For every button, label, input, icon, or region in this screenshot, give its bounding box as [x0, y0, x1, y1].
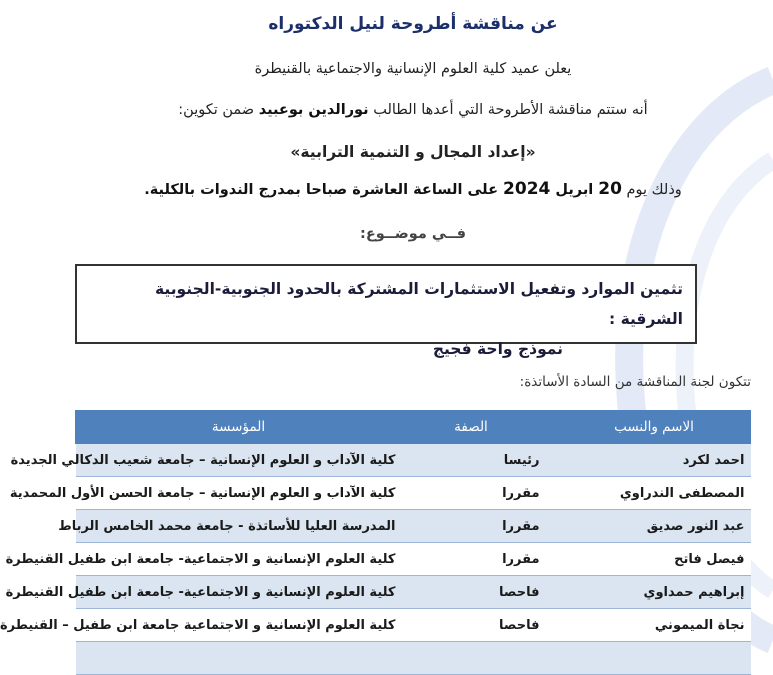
table-row [76, 543, 751, 576]
topic-line-2: نموذج واحة فجيج [432, 340, 563, 358]
table-row [76, 642, 751, 675]
table-row [76, 609, 751, 642]
date-day: 20 [598, 179, 622, 199]
committee-intro: تتكون لجنة المناقشة من السادة الأساتذة: [519, 374, 751, 390]
table-row [76, 444, 751, 477]
member-name: احمد لكرد [558, 444, 751, 477]
jury-table [0, 410, 751, 675]
member-name: إبراهيم حمداوي [558, 576, 751, 609]
member-role: فاحصا [402, 576, 558, 609]
date-month: ابريل [550, 182, 599, 198]
table-row [76, 477, 751, 510]
member-role: فاحصا [402, 609, 558, 642]
student-line-suffix: ضمن تكوين: [178, 102, 259, 118]
member-name [558, 642, 751, 675]
member-role: رئيسا [402, 444, 558, 477]
topic-label: فــي موضــوع: [360, 226, 466, 242]
program-name: «إعداد المجال و التنمية الترابية» [290, 143, 536, 161]
defense-date-line [75, 179, 751, 199]
header-role: الصفة [402, 411, 558, 444]
member-role [402, 642, 558, 675]
jury-table-header [76, 411, 751, 444]
header-institution: المؤسسة [76, 411, 402, 444]
member-institution: كلية العلوم الإنسانية و الاجتماعية- جامعة ابن طفيل القنيطرة [76, 543, 402, 576]
student-line [75, 102, 751, 118]
member-role: مقررا [402, 510, 558, 543]
date-suffix: على الساعة العاشرة صباحا بمدرج الندوات بالكلية. [144, 182, 504, 198]
header-name: الاسم والنسب [558, 411, 751, 444]
member-name: المصطفى الندراوي [558, 477, 751, 510]
topic-line-1: تثمين الموارد وتفعيل الاستثمارات المشتركة بالحدود الجنوبية-الجنوبية الشرقية : [155, 280, 683, 328]
member-role: مقررا [402, 477, 558, 510]
member-name: عبد النور صديق [558, 510, 751, 543]
thesis-topic-box [75, 264, 697, 358]
date-year: 2024 [503, 179, 551, 199]
date-prefix: وذلك يوم [621, 182, 682, 198]
member-institution [76, 642, 402, 675]
table-row [76, 510, 751, 543]
member-institution: كلية الآداب و العلوم الإنسانية – جامعة الحسن الأول المحمدية [76, 477, 402, 510]
member-institution: كلية العلوم الإنسانية و الاجتماعية جامعة ابن طفيل – القنيطرة [76, 609, 402, 642]
member-institution: كلية العلوم الإنسانية و الاجتماعية- جامعة ابن طفيل القنيطرة [76, 576, 402, 609]
member-name: فيصل فاتح [558, 543, 751, 576]
student-line-prefix: أنه ستتم مناقشة الأطروحة التي أعدها الطالب [368, 102, 648, 118]
table-row [76, 576, 751, 609]
member-role: مقررا [402, 543, 558, 576]
student-name: نورالدين بوعبيد [258, 102, 369, 118]
dean-announcement-line: يعلن عميد كلية العلوم الإنسانية والاجتماعية بالقنيطرة [254, 61, 572, 77]
page-title: عن مناقشة أطروحة لنيل الدكتوراه [268, 14, 558, 34]
member-name: نجاة الميموني [558, 609, 751, 642]
member-institution: المدرسة العليا للأساتذة - جامعة محمد الخامس الرباط [76, 510, 402, 543]
member-institution: كلية الآداب و العلوم الإنسانية – جامعة شعيب الدكالي الجديدة [76, 444, 402, 477]
